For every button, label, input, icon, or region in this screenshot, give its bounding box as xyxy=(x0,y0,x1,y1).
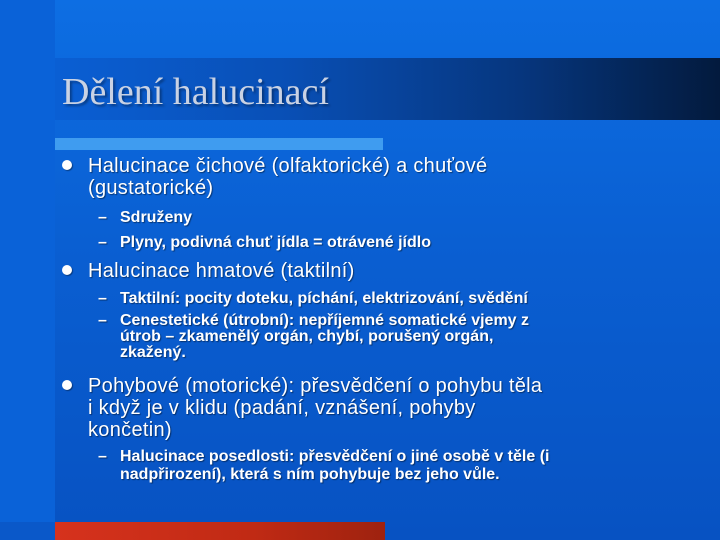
dash-icon: – xyxy=(98,234,107,251)
bullet-text-line: Halucinace hmatové (taktilní) xyxy=(88,260,355,282)
title-accent-line xyxy=(55,138,383,150)
sub-item-text: zkažený. xyxy=(120,344,186,361)
bullet-text-line: (gustatorické) xyxy=(88,177,214,199)
left-decor-strip xyxy=(0,0,55,540)
sub-item xyxy=(62,314,529,360)
dash-icon: – xyxy=(98,290,107,307)
bullet-item-text xyxy=(62,155,662,199)
slide-title: Dělení halucinací xyxy=(62,71,329,113)
sub-item-text: nadpřirození), která s ním pohybuje bez jeho vůle. xyxy=(120,466,500,483)
bullet-item-2 xyxy=(62,260,662,282)
sub-item-text: Sdruženy xyxy=(120,209,193,226)
bullet-dot-icon xyxy=(62,265,72,275)
sub-item-text: Taktilní: pocity doteku, píchání, elektrizování, svědění xyxy=(120,290,528,307)
sub-item-text: Plyny, podivná chuť jídla = otrávené jídlo xyxy=(120,234,431,251)
bullet-item-3 xyxy=(62,375,662,441)
bullet-item-text xyxy=(62,260,662,282)
bullet-dot-icon xyxy=(62,380,72,390)
bottom-left-decor xyxy=(0,522,55,540)
sub-item-text: útrob – zkamenělý orgán, chybí, porušený orgán, xyxy=(120,328,494,345)
sub-item-text: Halucinace posedlosti: přesvědčení o jiné osobě v těle (i xyxy=(120,448,550,465)
dash-icon: – xyxy=(98,448,107,465)
dash-icon: – xyxy=(98,312,107,329)
sub-item xyxy=(62,292,528,306)
bullet-text-line: končetin) xyxy=(88,419,172,441)
sub-item xyxy=(62,450,549,482)
dash-icon: – xyxy=(98,209,107,226)
sub-item-text: Cenestetické (útrobní): nepříjemné somatické vjemy z xyxy=(120,312,530,329)
sub-item xyxy=(62,211,192,225)
bullet-dot-icon xyxy=(62,160,72,170)
bottom-accent-bar xyxy=(55,522,385,540)
bullet-text-line: i když je v klidu (padání, vznášení, pohyby xyxy=(88,397,476,419)
bullet-item-text xyxy=(62,375,662,441)
sub-item xyxy=(62,236,431,250)
bullet-item-1 xyxy=(62,155,662,199)
bullet-text-line: Pohybové (motorické): přesvědčení o pohybu těla xyxy=(88,375,543,397)
bullet-text-line: Halucinace čichové (olfaktorické) a chuťové xyxy=(88,155,488,177)
